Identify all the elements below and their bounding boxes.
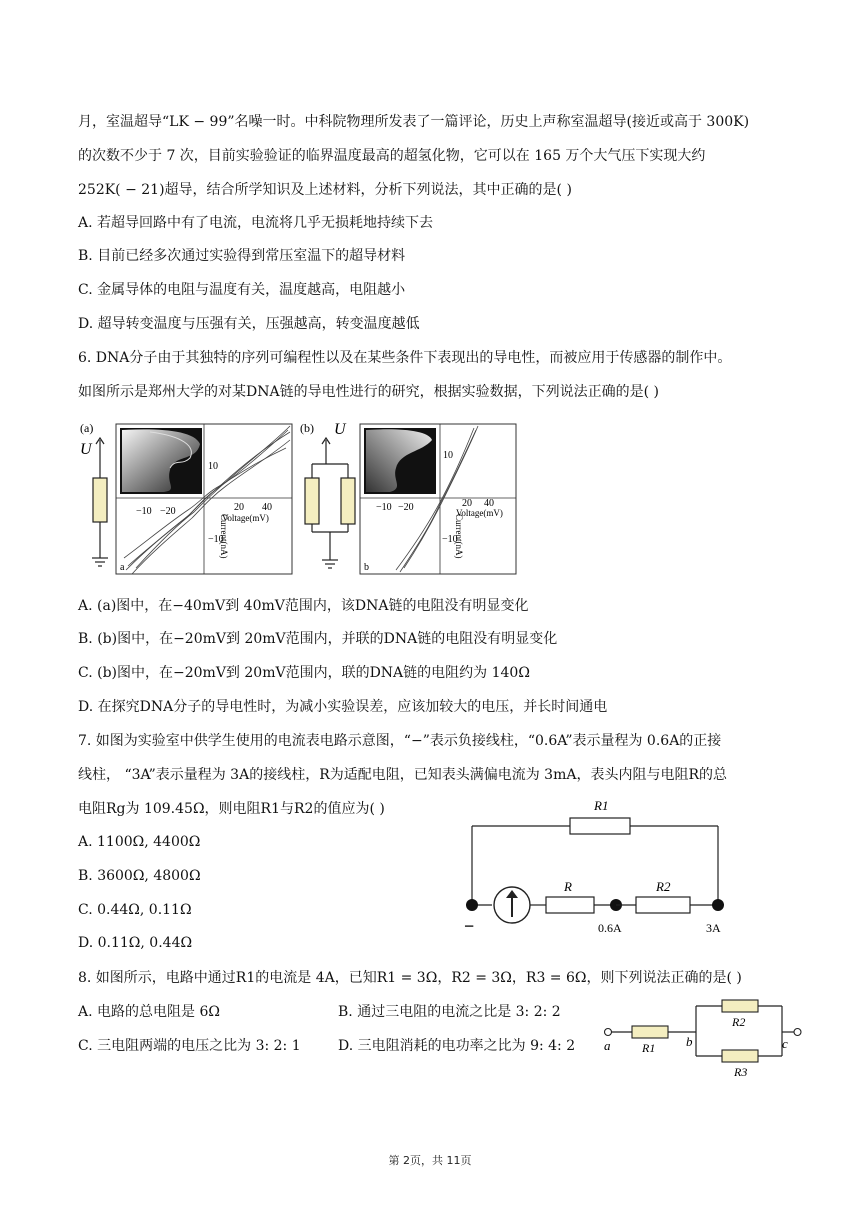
option-b: B. 3600Ω, 4800Ω bbox=[78, 868, 201, 884]
label-u-b: U bbox=[334, 421, 346, 438]
tick-a-m10x: −10 bbox=[136, 506, 152, 517]
terminal-minus: − bbox=[464, 916, 475, 936]
option-d: D. 在探究DNA分子的导电性时，为减小实验误差，应该加较大的电压，并长时间通电 bbox=[78, 699, 608, 715]
tick-a-40: 40 bbox=[262, 502, 272, 513]
tick-b-10: 10 bbox=[443, 450, 453, 461]
question-8: 8. 如图所示，电路中通过R1的电流是 4A，已知R1 = 3Ω，R2 = 3Ω，R3 = 6Ω，则下列说法正确的是( ) bbox=[78, 970, 742, 986]
panel-a-mark: a bbox=[120, 562, 125, 573]
node-b: b bbox=[686, 1034, 693, 1049]
dna-iv-figure bbox=[78, 418, 523, 580]
option-d: D. 0.11Ω, 0.44Ω bbox=[78, 935, 193, 951]
panel-b-mark: b bbox=[364, 562, 369, 573]
question-7-line2: 线柱， “3A”表示量程为 3A的接线柱，R为适配电阻，已知表头满偏电流为 3mA，表头内阻与电阻R的总 bbox=[78, 767, 728, 783]
ammeter-circuit-figure bbox=[456, 790, 746, 940]
option-b: B. (b)图中，在−20mV到 20mV范围内，并联的DNA链的电阻没有明显变化 bbox=[78, 631, 558, 647]
ylabel-b: Current(nA) bbox=[454, 514, 464, 559]
tick-a-20: 20 bbox=[234, 502, 244, 513]
tick-b-40: 40 bbox=[484, 498, 494, 509]
tick-b-m10x: −10 bbox=[376, 502, 392, 513]
option-c: C. 金属导体的电阻与温度有关，温度越高，电阻越小 bbox=[78, 282, 406, 298]
label-r1: R1 bbox=[642, 1041, 656, 1055]
question-7: 7. 如图为实验室中供学生使用的电流表电路示意图，“−”表示负接线柱，“0.6A”表示量程为 0.6A的正接 bbox=[78, 733, 722, 749]
option-b: B. 目前已经多次通过实验得到常压室温下的超导材料 bbox=[78, 248, 406, 264]
text-line: 月，室温超导“LK − 99”名噪一时。中科院物理所发表了一篇评论，历史上声称室温超导(接近或高于 300K) bbox=[78, 114, 750, 130]
option-d: D. 三电阻消耗的电功率之比为 9: 4: 2 bbox=[338, 1038, 576, 1054]
node-a: a bbox=[604, 1038, 611, 1053]
terminal-3a: 3A bbox=[706, 921, 721, 935]
option-c: C. (b)图中，在−20mV到 20mV范围内，联的DNA链的电阻约为 140Ω bbox=[78, 665, 530, 681]
label-r1: R1 bbox=[594, 798, 609, 813]
tick-a-10: 10 bbox=[208, 461, 218, 472]
option-b: B. 通过三电阻的电流之比是 3: 2: 2 bbox=[338, 1004, 561, 1020]
label-r: R bbox=[564, 879, 572, 894]
ylabel-a: Current(nA) bbox=[219, 514, 229, 559]
label-r2: R2 bbox=[656, 879, 671, 894]
option-d: D. 超导转变温度与压强有关，压强越高，转变温度越低 bbox=[78, 316, 420, 332]
page-footer: 第 2页，共 11页 bbox=[388, 1154, 472, 1167]
option-a: A. (a)图中，在−40mV到 40mV范围内，该DNA链的电阻没有明显变化 bbox=[78, 598, 529, 614]
tick-b-20: 20 bbox=[462, 498, 472, 509]
option-a: A. 1100Ω, 4400Ω bbox=[78, 834, 201, 850]
terminal-0.6a: 0.6A bbox=[598, 921, 622, 935]
text-line: 的次数不少于 7 次，目前实验验证的临界温度最高的超氢化物，它可以在 165 万个大气压下实现大约 bbox=[78, 148, 706, 164]
label-b: (b) bbox=[300, 421, 314, 435]
resistor-network-figure bbox=[598, 994, 808, 1080]
tick-b-m20: −20 bbox=[398, 502, 414, 513]
xlabel-b: Voltage(mV) bbox=[456, 508, 503, 518]
label-r3: R3 bbox=[734, 1065, 748, 1079]
question-6: 6. DNA分子由于其独特的序列可编程性以及在某些条件下表现出的导电性，而被应用于传感器的制作中。 bbox=[78, 350, 732, 366]
tick-b-m10y: −10 bbox=[442, 534, 458, 545]
tick-a-m20: −20 bbox=[160, 506, 176, 517]
label-r2: R2 bbox=[732, 1015, 746, 1029]
xlabel-a: Voltage(mV) bbox=[222, 513, 269, 523]
label-a: (a) bbox=[80, 421, 94, 435]
tick-a-m10y: −10 bbox=[208, 534, 224, 545]
node-c: c bbox=[782, 1036, 788, 1051]
question-6-line2: 如图所示是郑州大学的对某DNA链的导电性进行的研究，根据实验数据，下列说法正确的是( ) bbox=[78, 384, 659, 400]
option-c: C. 0.44Ω, 0.11Ω bbox=[78, 902, 192, 918]
label-u-a: U bbox=[80, 441, 92, 458]
option-a: A. 若超导回路中有了电流，电流将几乎无损耗地持续下去 bbox=[78, 215, 434, 231]
option-c: C. 三电阻两端的电压之比为 3: 2: 1 bbox=[78, 1038, 301, 1054]
option-a: A. 电路的总电阻是 6Ω bbox=[78, 1004, 220, 1020]
text-line: 252K( − 21)超导，结合所学知识及上述材料，分析下列说法，其中正确的是( ) bbox=[78, 182, 572, 198]
question-7-line3: 电阻Rg为 109.45Ω，则电阻R1与R2的值应为( ) bbox=[78, 801, 385, 817]
